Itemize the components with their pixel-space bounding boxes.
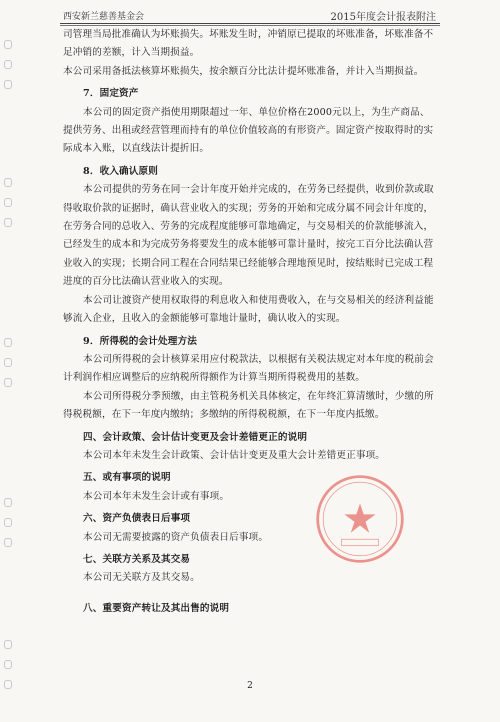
paragraph-accounting-policy-changes: 本公司本年未发生会计政策、会计估计变更及重大会计差错更正事项。 (83, 449, 386, 461)
paragraph-fixed-assets: 本公司的固定资产指使用期限超过一年、单位价格在2000元以上，为生产商品、提供劳务、出租或经营管理而持有的单位价值较高的有形资产。固定资产按取得时的实际成本入账，以直线法计提折旧。 (63, 106, 434, 155)
paragraph-post-balance-sheet-events: 本公司无需要披露的资产负债表日后事项。 (83, 531, 269, 543)
header-rule (60, 23, 440, 24)
section-post-balance-sheet-events: 六、资产负债表日后事项 (83, 513, 191, 525)
page-number: 2 (247, 681, 253, 691)
paragraph-allowance-method: 本公司采用备抵法核算坏账损失，按余额百分比法计提坏账准备，并计入当期损益。 (63, 65, 424, 77)
heading-income-tax: 9．所得税的会计处理方法 (83, 335, 198, 347)
paragraph-bad-debt-continued: 司管理当局批准确认为坏账损失。坏账发生时，冲销原已提取的坏账准备，坏账准备不足冲销的差额，计入当期损益。 (63, 29, 434, 59)
paragraph-related-parties: 本公司无关联方及其交易。 (83, 572, 200, 584)
paragraph-interest-income: 本公司让渡资产使用权取得的利息收入和使用费收入，在与交易相关的经济利益能够流入企业，且收入的金额能够可靠地计量时，确认收入的实现。 (63, 294, 434, 325)
header-organization: 西安新兰慈善基金会 (63, 12, 145, 22)
heading-fixed-assets: 7．固定资产 (83, 88, 139, 100)
header-title: 2015年度会计报表附注 (330, 12, 436, 23)
official-seal (314, 473, 406, 565)
paragraph-income-tax-payment: 本公司所得税分季预缴，由主管税务机关具体核定，在年终汇算清缴时，少缴的所得税税额，在下一年度内缴纳；多缴纳的所得税税额，在下一年度内抵缴。 (63, 390, 434, 421)
binding-holes (0, 0, 14, 722)
paragraph-contingencies: 本公司本年未发生会计或有事项。 (83, 490, 230, 502)
section-asset-transfers: 八、重要资产转让及其出售的说明 (83, 602, 230, 614)
section-contingencies: 五、或有事项的说明 (83, 472, 171, 484)
section-related-parties: 七、关联方关系及其交易 (83, 553, 191, 565)
paragraph-revenue-recognition: 本公司提供的劳务在同一会计年度开始并完成的，在劳务已经提供，收到价款或取得收取价款的证据时，确认营业收入的实现；劳务的开始和完成分属不同会计年度的，在劳务合同的总收入、劳务的完成程度能够可靠地确定，与交易相关的价款能够流入，已经发生的成本和为完成劳务将要发生的成本能够可靠计量时，按完工百分比法确认营业收入的实现；长期合同工程在合同结果已经能够合理地预见时，按结账时已完成工程进度的百分比法确认营业收入的实现。 (63, 184, 434, 288)
section-accounting-policy-changes: 四、会计政策、会计估计变更及会计差错更正的说明 (83, 431, 308, 443)
heading-revenue-recognition: 8．收入确认原则 (83, 165, 159, 177)
paragraph-income-tax-method: 本公司所得税的会计核算采用应付税款法，以根据有关税法规定对本年度的税前会计利润作相应调整后的应纳税所得额作为计算当期所得税费用的基数。 (63, 353, 434, 384)
